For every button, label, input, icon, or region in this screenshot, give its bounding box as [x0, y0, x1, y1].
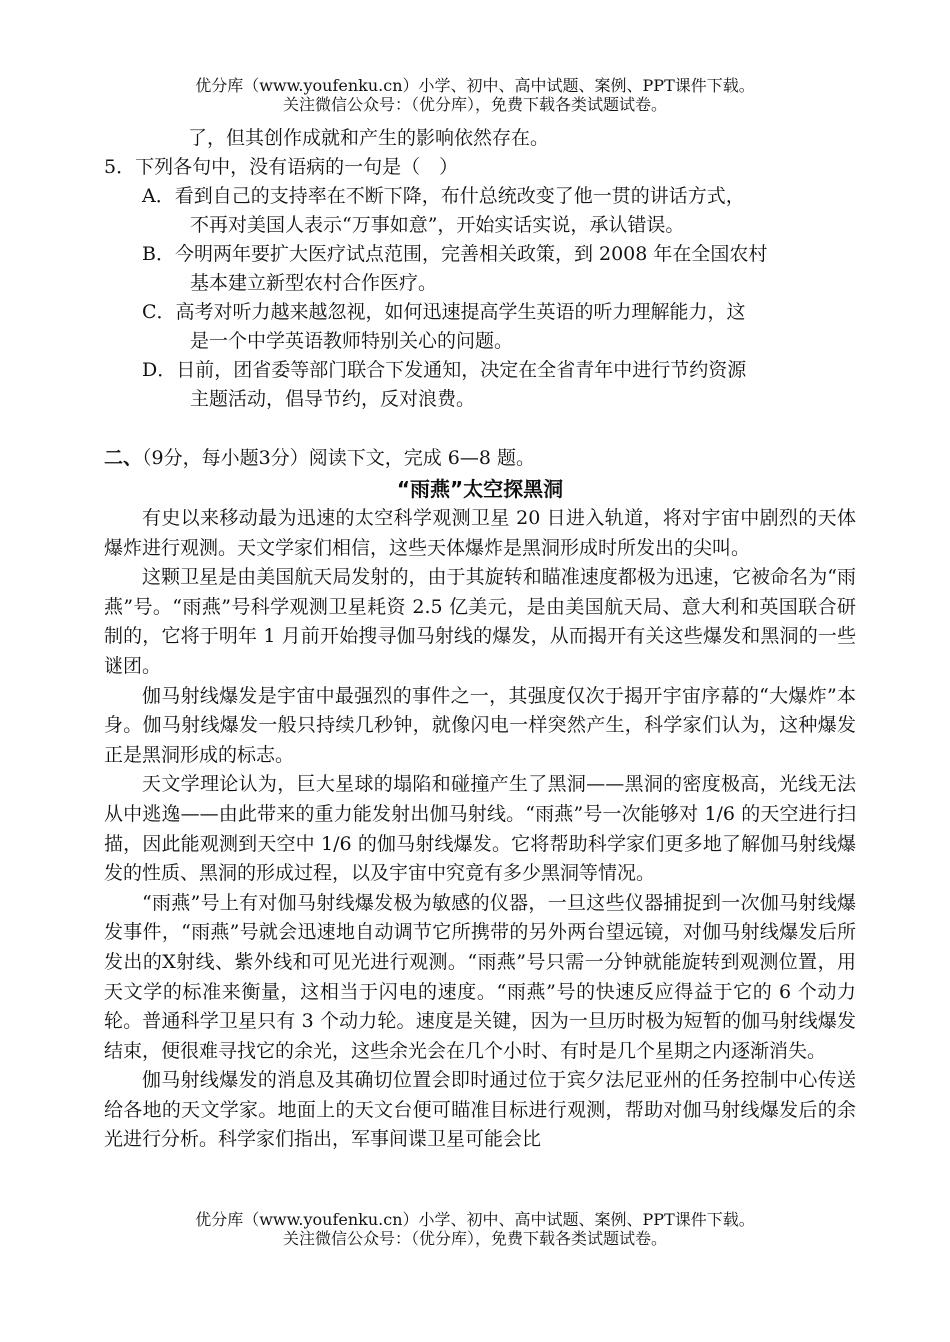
section-2-heading — [104, 444, 856, 473]
option-b — [104, 240, 856, 298]
option-a-line-1: A．看到自己的支持率在不断下降，布什总统改变了他一贯的讲话方式， — [142, 185, 745, 207]
header-line-1: 优分库（www.youfenku.cn）小学、初中、高中试题、案例、PPT课件下载。 — [195, 76, 755, 95]
carryover-line: 了，但其创作成就和产生的影响依然存在。 — [188, 127, 550, 149]
section-2-instruction: （9分，每小题3分）阅读下文，完成 6—8 题。 — [142, 447, 535, 469]
section-2-label: 二、 — [104, 447, 143, 469]
option-c-line-2: 是一个中学英语教师特别关心的问题。 — [190, 330, 514, 352]
page-content — [104, 124, 856, 1155]
page-header — [0, 76, 950, 114]
option-d-line-2: 主题活动，倡导节约，反对浪费。 — [190, 388, 476, 410]
article-title: “雨燕”太空探黑洞 — [396, 477, 564, 501]
option-d — [104, 356, 856, 414]
article-paragraph: 有史以来移动最为迅速的太空科学观测卫星 20 日进入轨道，将对宇宙中剧烈的天体爆炸进行观测。天文学家们相信，这些天体爆炸是黑洞形成时所发出的尖叫。 — [104, 507, 856, 559]
footer-line-2: 关注微信公众号：（优分库），免费下载各类试题试卷。 — [282, 1229, 667, 1248]
article-paragraph: 天文学理论认为，巨大星球的塌陷和碰撞产生了黑洞——黑洞的密度极高，光线无法从中逃逸——由此带来的重力能发射出伽马射线。“雨燕”号一次能够对 1/6 的天空进行扫描，因此能观测到天空中 1/6 的伽马射线爆发。它将帮助科学家们更多地了解伽马射线爆发的性质、黑洞的形成过程，以及宇宙中究竟有多少黑洞等情况。 — [104, 773, 856, 885]
option-b-line-1: B．今明两年要扩大医疗试点范围，完善相关政策，到 2008 年在全国农村 — [142, 243, 768, 265]
article-paragraph: 伽马射线爆发是宇宙中最强烈的事件之一，其强度仅次于揭开宇宙序幕的“大爆炸”本身。伽马射线爆发一般只持续几秒钟，就像闪电一样突然产生，科学家们认为，这种爆发正是黑洞形成的标志。 — [104, 684, 856, 766]
article-paragraph: “雨燕”号上有对伽马射线爆发极为敏感的仪器，一旦这些仪器捕捉到一次伽马射线爆发事件，“雨燕”号就会迅速地自动调节它所携带的另外两台望远镜，对伽马射线爆发后所发出的X射线、紫外线和可见光进行观测。“雨燕”号只需一分钟就能旋转到观测位置，用天文学的标准来衡量，这相当于闪电的速度。“雨燕”号的快速反应得益于它的 6 个动力轮。普通科学卫星只有 3 个动力轮。速度是关键，因为一旦历时极为短暂的伽马射线爆发结束，便很难寻找它的余光，这些余光会在几个小时、有时是几个星期之内逐渐消失。 — [104, 891, 856, 1062]
page-footer — [0, 1210, 950, 1248]
question-5-stem: 5．下列各句中，没有语病的一句是（ ） — [104, 156, 459, 178]
question-5 — [104, 153, 856, 414]
option-c-line-1: C．高考对听力越来越忽视，如何迅速提高学生英语的听力理解能力，这 — [142, 301, 746, 323]
article-paragraph: 这颗卫星是由美国航天局发射的，由于其旋转和瞄准速度都极为迅速，它被命名为“雨燕”号。“雨燕”号科学观测卫星耗资 2.5 亿美元，是由美国航天局、意大利和英国联合研制的，它将于明年 1 月前开始搜寻伽马射线的爆发，从而揭开有关这些爆发和黑洞的一些谜团。 — [104, 566, 856, 677]
article-paragraph: 伽马射线爆发的消息及其确切位置会即时通过位于宾夕法尼亚州的任务控制中心传送给各地的天文学家。地面上的天文台便可瞄准目标进行观测，帮助对伽马射线爆发后的余光进行分析。科学家们指出，军事间谍卫星可能会比 — [104, 1069, 856, 1151]
option-a — [104, 182, 856, 240]
option-c — [104, 298, 856, 356]
header-line-2: 关注微信公众号：（优分库），免费下载各类试题试卷。 — [282, 95, 667, 114]
option-b-line-2: 基本建立新型农村合作医疗。 — [190, 272, 438, 294]
option-d-line-1: D．日前，团省委等部门联合下发通知，决定在全省青年中进行节约资源 — [142, 359, 747, 381]
option-a-line-2: 不再对美国人表示“万事如意”，开始实话实说，承认错误。 — [190, 214, 685, 236]
footer-line-1: 优分库（www.youfenku.cn）小学、初中、高中试题、案例、PPT课件下载。 — [195, 1210, 755, 1229]
